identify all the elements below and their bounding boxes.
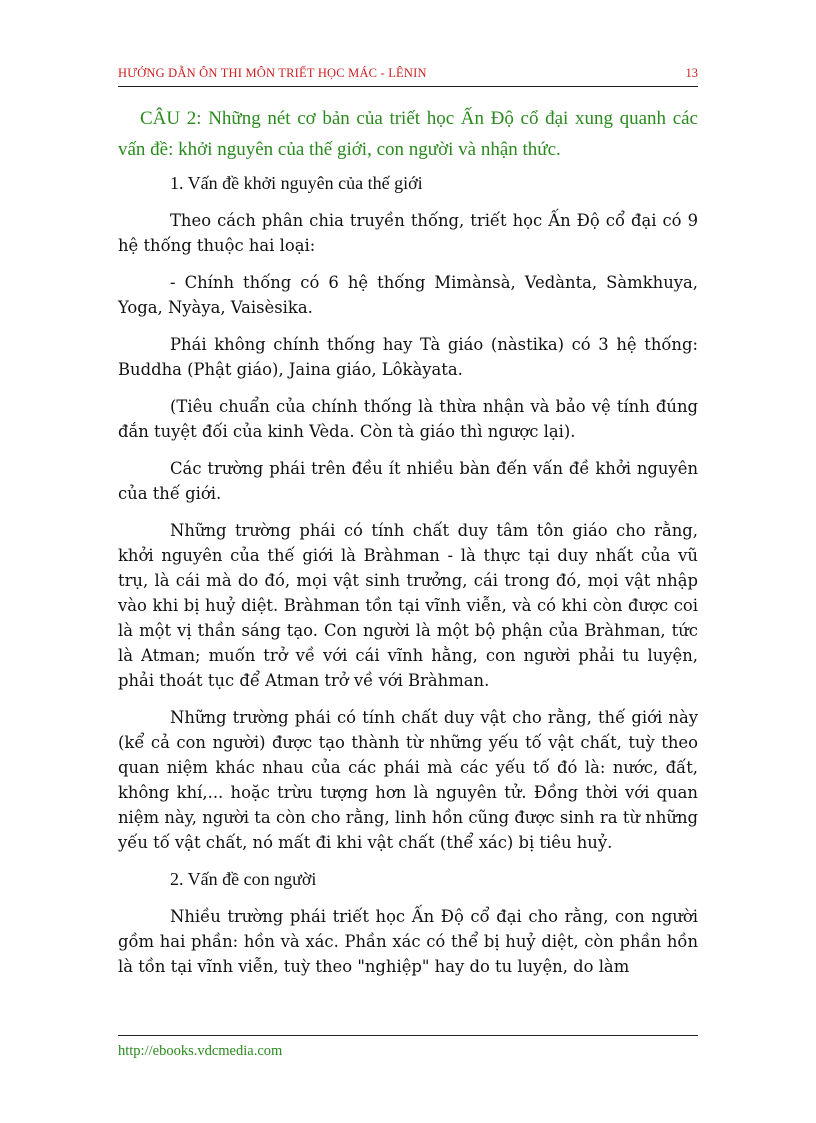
section-heading-2: 2. Vấn đề con người [170,869,317,889]
paragraph: Theo cách phân chia truyền thống, triết học Ấn Độ cổ đại có 9 hệ thống thuộc hai loại: [118,211,698,255]
footer-url: http://ebooks.vdcmedia.com [118,1043,283,1059]
question-heading: CÂU 2: Những nét cơ bản của triết học Ấn Độ cổ đại xung quanh các vấn đề: khởi nguyên của thế giới, con người và nhận thức. [118,108,698,160]
header-title: HƯỚNG DẪN ÔN THI MÔN TRIẾT HỌC MÁC - LÊNIN [118,66,427,80]
page-number: 13 [685,66,698,80]
footer-divider [118,1035,698,1036]
paragraph: Những trường phái có tính chất duy tâm tôn giáo cho rằng, khởi nguyên của thế giới là Bràhman - là thực tại duy nhất của vũ trụ, là cái mà do đó, mọi vật sinh trưởng, cái trong đó, mọi vật nhập vào khi bị huỷ diệt. Bràhman tồn tại vĩnh viễn, và có khi còn được coi là một vị thần sáng tạo. Con người là một bộ phận của Bràhman, tức là Atman; muốn trở về với cái vĩnh hằng, con người phải tu luyện, phải thoát tục để Atman trở về với Bràhman. [118,521,698,690]
page-content [118,103,698,991]
paragraph: Phái không chính thống hay Tà giáo (nàstika) có 3 hệ thống: Buddha (Phật giáo), Jaina giáo, Lôkàyata. [118,335,698,379]
paragraph: (Tiêu chuẩn của chính thống là thừa nhận và bảo vệ tính đúng đắn tuyệt đối của kinh Vèda. Còn tà giáo thì ngược lại). [118,397,698,441]
paragraph: Nhiều trường phái triết học Ấn Độ cổ đại cho rằng, con người gồm hai phần: hồn và xác. Phần xác có thể bị huỷ diệt, còn phần hồn là tồn tại vĩnh viễn, tuỳ theo "nghiệp" hay do tu luyện, do làm [118,907,698,976]
section-heading-1: 1. Vấn đề khởi nguyên của thế giới [170,173,423,193]
paragraph: - Chính thống có 6 hệ thống Mimànsà, Vedànta, Sàmkhuya, Yoga, Nyàya, Vaisèsika. [118,273,698,317]
page-header [118,64,698,87]
paragraph: Các trường phái trên đều ít nhiều bàn đến vấn đề khởi nguyên của thế giới. [118,459,698,503]
paragraph: Những trường phái có tính chất duy vật cho rằng, thế giới này (kể cả con người) được tạo thành từ những yếu tố vật chất, tuỳ theo quan niệm khác nhau của các phái mà các yếu tố đó là: nước, đất, không khí,... hoặc trừu tượng hơn là nguyên tử. Đồng thời với quan niệm này, người ta còn cho rằng, linh hồn cũng được sinh ra từ những yếu tố vật chất, nó mất đi khi vật chất (thể xác) bị tiêu huỷ. [118,708,698,852]
